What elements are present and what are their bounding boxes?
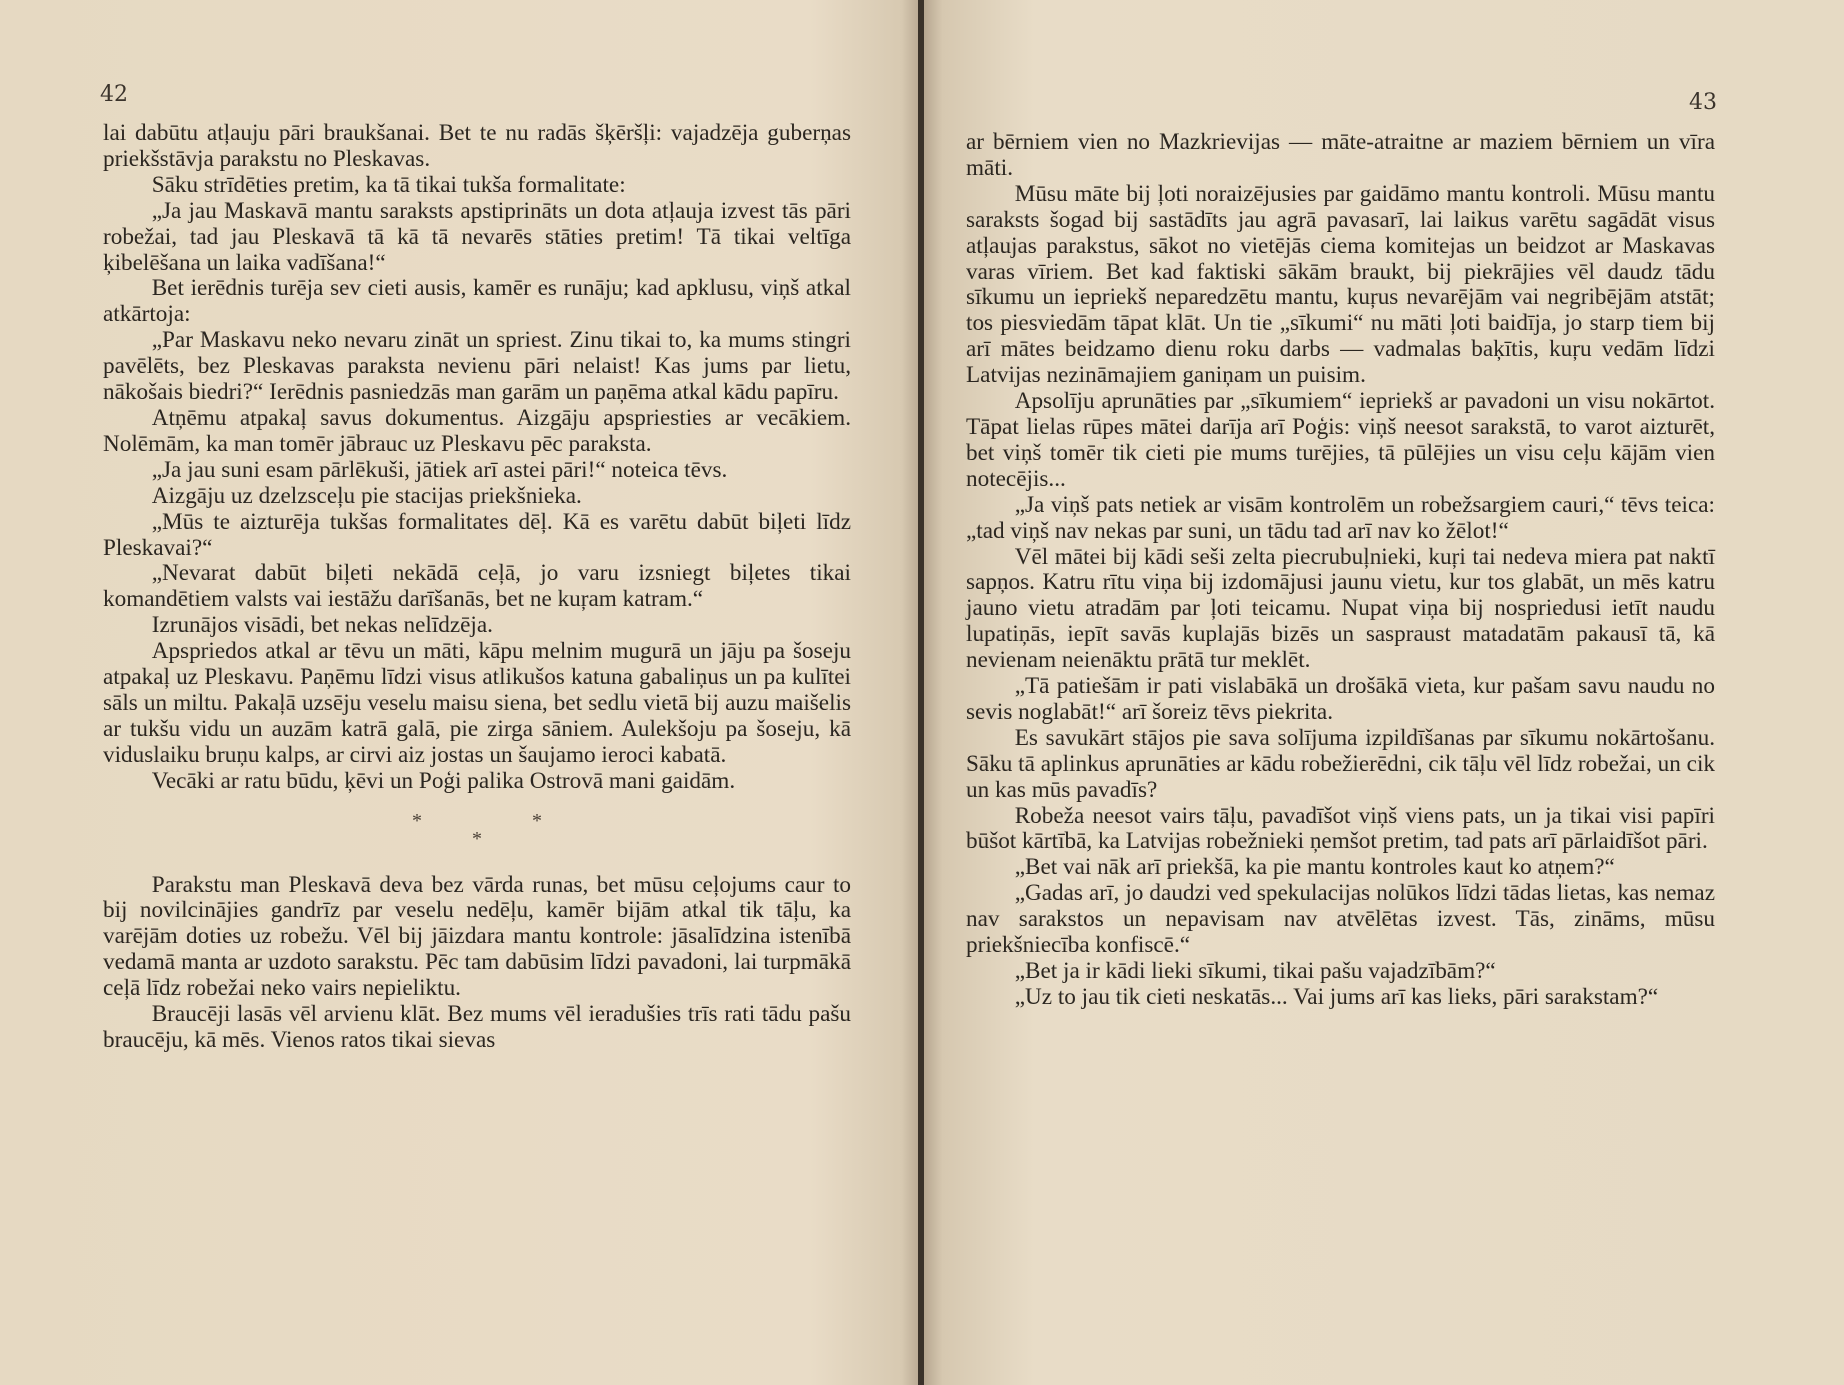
- paragraph: „Ja jau Maskavā mantu saraksts apstiprināts un dota atļauja izvest tās pāri robežai, tad jau Pleskavā tā kā tā nevarēs stāties pretim! Tā tikai veltīga ķibelēšana un laika vadīšana!“: [103, 197, 851, 276]
- paragraph: „Tā patiešām ir pati vislabākā un drošākā vieta, kur pašam savu naudu no sevis noglabāt!“ arī šoreiz tēvs piekrita.: [966, 673, 1715, 725]
- paragraph: „Ja jau suni esam pārlēkuši, jātiek arī astei pāri!“ noteica tēvs.: [151, 456, 728, 483]
- left-text-block-1: [103, 121, 851, 795]
- paragraph: Braucēji lasās vēl arvienu klāt. Bez mums vēl ieradušies trīs rati tādu pašu braucēju, kā mēs. Vienos ratos tikai sievas: [103, 1001, 851, 1053]
- paragraph: Apspriedos atkal ar tēvu un māti, kāpu melnim mugurā un jāju pa šoseju atpakaļ uz Pleskavu. Paņēmu līdzi visus atlikušos katuna gabaliņus un pa kulītei sāls un miltu. Pakaļā uzsēju veselu maisu siena, bet sedlu vietā bij auzu maišelis ar tukšu vidu un auzām katrā galā, pie zirga sāniem. Aulekšoju pa šoseju, kā viduslaiku bruņu kalps, ar cirvi aiz jostas un šaujamo ieroci kabatā.: [103, 638, 851, 768]
- separator-row-2: [103, 829, 851, 849]
- left-text-block-2: [103, 873, 851, 1054]
- paragraph: „Bet ja ir kādi lieki sīkumi, tikai pašu vajadzībām?“: [1014, 958, 1496, 984]
- asterisk: *: [412, 809, 532, 832]
- paragraph: Vecāki ar ratu būdu, ķēvi un Poģi palika Ostrovā mani gaidām.: [151, 767, 736, 794]
- paragraph: Izrunājos visādi, bet nekas nelīdzēja.: [151, 612, 493, 639]
- paragraph: Atņēmu atpakaļ savus dokumentus. Aizgāju apspriesties ar vecākiem. Nolēmām, ka man tomēr jābrauc uz Pleskavu pēc paraksta.: [103, 404, 851, 457]
- left-page: [0, 0, 920, 1385]
- paragraph: Sāku strīdēties pretim, ka tā tikai tukša formalitate:: [151, 171, 626, 198]
- paragraph: Mūsu māte bij ļoti noraizējusies par gaidāmo mantu kontroli. Mūsu mantu saraksts šogad bij sastādīts jau agrā pavasarī, lai laikus varētu sagādāt visus atļaujas parakstus, sākot no vietējās ciema komitejas un beidzot ar Maskavas varas vīriem. Bet kad faktiski sākām braukt, bij piekrājies vēl daudz tādu sīkumu un iepriekš neparedzētu mantu, kuŗus nevarējām vai negribējām atstāt; tos piesviedām tāpat klāt. Un tie „sīkumi“ nu māti ļoti baidīja, jo starp tiem bij arī mātes beidzamo dienu roku darbs — vadmalas baķītis, kuŗu vedām līdzi Latvijas nezināmajiem ganiņam un puisim.: [966, 180, 1715, 389]
- section-separator: [103, 795, 851, 873]
- paragraph: ar bērniem vien no Mazkrievijas — māte-atraitne ar maziem bērniem un vīra māti.: [966, 129, 1715, 181]
- paragraph: Vēl mātei bij kādi seši zelta piecrubuļnieki, kuŗi tai nedeva miera pat naktī sapņos. Katru rītu viņa bij izdomājusi jaunu vietu, kur tos glabāt, un mēs katru jauno vietu atradām par ļoti teicamu. Nupat viņa bij nospriedusi ietīt naudu lupatiņās, iepīt savās kuplajās bizēs un saspraust matadatām pakausī tā, kā nevienam neienāktu prātā tur meklēt.: [966, 543, 1715, 674]
- asterisk: *: [472, 827, 482, 850]
- paragraph: „Uz to jau tik cieti neskatās... Vai jums arī kas lieks, pāri sarakstam?“: [1014, 983, 1659, 1010]
- paragraph: lai dabūtu atļauju pāri braukšanai. Bet te nu radās šķēršļi: vajadzēja guberņas priekšstāvja parakstu no Pleskavas.: [103, 120, 851, 172]
- paragraph: „Bet vai nāk arī priekšā, ka pie mantu kontroles kaut ko atņem?“: [1014, 854, 1615, 881]
- paragraph: „Mūs te aizturēja tukšas formalitates dēļ. Kā es varētu dabūt biļeti līdz Pleskavai?“: [103, 508, 851, 561]
- paragraph: Aizgāju uz dzelzsceļu pie stacijas priekšnieka.: [151, 482, 582, 509]
- right-text-block: [966, 130, 1715, 1011]
- page-number-left: 42: [100, 82, 128, 107]
- left-page-text: [103, 121, 851, 1054]
- asterisk: *: [532, 809, 652, 832]
- paragraph: „Par Maskavu neko nevaru zināt un spriest. Zinu tikai to, ka mums stingri pavēlēts, bez Pleskavas paraksta nevienu pāri nelaist! Kas jums par lietu, nākošais biedri?“ Ierēdnis pasniedzās man garām un paņēma atkal kādu papīru.: [103, 327, 851, 406]
- right-page: [924, 0, 1844, 1385]
- paragraph: Es savukārt stājos pie sava solījuma izpildīšanas par sīkumu nokārtošanu. Sāku tā aplinkus aprunāties ar kādu robežierēdni, cik tāļu vēl līdz robežai, un cik un kas mūs pavadīs?: [966, 724, 1715, 803]
- page-number-right: 43: [1689, 90, 1717, 115]
- paragraph: „Gadas arī, jo daudzi ved spekulacijas nolūkos līdzi tādas lietas, kas nemaz nav sarakstos un nepavisam nav atvēlētas izvest. Tās, zināms, mūsu priekšniecība konfiscē.“: [966, 880, 1715, 959]
- right-page-text: [966, 130, 1715, 1011]
- paragraph: Parakstu man Pleskavā deva bez vārda runas, bet mūsu ceļojums caur to bij novilcinājies gandrīz par veselu nedēļu, kamēr bijām atkal tik tāļu, ka varējām doties uz robežu. Vēl bij jāizdara mantu kontrole: jāsalīdzina istenībā vedamā manta ar uzdoto sarakstu. Pēc tam dabūsim līdzi pavadoni, lai turpmākā ceļā līdz robežai neko vairs nepieliktu.: [103, 871, 851, 1002]
- paragraph: Apsolīju aprunāties par „sīkumiem“ iepriekš ar pavadoni un visu nokārtot. Tāpat lielas rūpes mātei darīja arī Poģis: viņš neesot sarakstā, to varot aizturēt, bet viņš tomēr tik cieti pie mums turējies, tā pūlējies un visu ceļu kājām vien notecējis...: [966, 388, 1715, 492]
- paragraph: Robeža neesot vairs tāļu, pavadīšot viņš viens pats, un ja tikai visi papīri būšot kārtībā, ka Latvijas robežnieki ņemšot pretim, tad pats arī pārlaidīšot pāri.: [966, 802, 1715, 855]
- paragraph: Bet ierēdnis turēja sev cieti ausis, kamēr es runāju; kad apklusu, viņš atkal atkārtoja:: [103, 275, 851, 328]
- paragraph: „Nevarat dabūt biļeti nekādā ceļā, jo varu izsniegt biļetes tikai komandētiem valsts vai iestāžu darīšanās, bet ne kuŗam katram.“: [103, 560, 851, 613]
- paragraph: „Ja viņš pats netiek ar visām kontrolēm un robežsargiem cauri,“ tēvs teica: „tad viņš nav nekas par suni, un tādu tad arī nav ko žēlot!“: [966, 491, 1715, 544]
